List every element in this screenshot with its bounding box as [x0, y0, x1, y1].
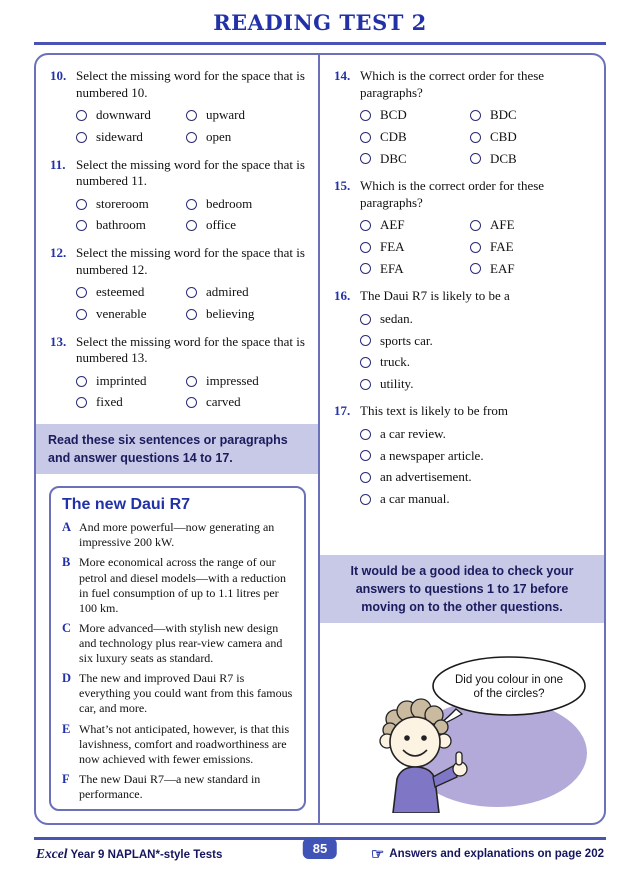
answer-option[interactable] — [360, 469, 596, 486]
instruction-banner: Read these six sentences or paragraphs and answer questions 14 to 17. — [36, 424, 318, 474]
option-label: CDB — [380, 128, 407, 144]
answers-note-text: Answers and explanations on page 202 — [389, 848, 604, 860]
passage-box — [49, 486, 306, 811]
question-text: Select the missing word for the space that is numbered 13. — [76, 333, 305, 366]
question-head — [50, 245, 310, 278]
page-number-badge: 85 — [303, 838, 337, 859]
question-number: 11. — [50, 156, 66, 172]
paragraph-text: What’s not anticipated, however, is that this lavishness, comfort and roadworthiness are now achieved with fewer emissions. — [79, 721, 290, 766]
right-column — [320, 55, 604, 823]
question-number: 12. — [50, 245, 67, 260]
answer-option[interactable] — [76, 394, 182, 411]
question-text: The Daui R7 is likely to be a — [360, 288, 510, 304]
options-grid — [360, 217, 596, 277]
radio-circle-icon[interactable] — [360, 450, 371, 461]
answer-option[interactable] — [360, 311, 596, 328]
answer-option[interactable] — [76, 196, 182, 213]
option-label: FEA — [380, 239, 405, 254]
option-label: upward — [206, 107, 245, 123]
answer-option[interactable] — [360, 239, 466, 256]
option-label: utility. — [380, 375, 414, 391]
option-label: EFA — [380, 260, 404, 276]
pointing-hand-icon: ☞ — [370, 845, 385, 863]
option-label: imprinted — [96, 372, 147, 388]
footer — [34, 837, 606, 862]
mascot-thumb-up — [456, 752, 462, 765]
radio-circle-icon[interactable] — [470, 263, 481, 274]
option-label: a car manual. — [380, 490, 450, 506]
radio-circle-icon[interactable] — [186, 287, 197, 298]
question-text: Select the missing word for the space that is numbered 10. — [76, 68, 305, 100]
radio-circle-icon[interactable] — [360, 472, 371, 483]
radio-circle-icon[interactable] — [76, 220, 87, 231]
radio-circle-icon[interactable] — [360, 110, 371, 121]
option-label: admired — [206, 284, 249, 300]
test-content-box — [34, 53, 606, 825]
radio-circle-icon[interactable] — [470, 132, 481, 143]
option-label: a newspaper article. — [380, 447, 484, 463]
answer-option[interactable] — [470, 217, 596, 234]
mascot-cartoon-area — [320, 647, 604, 823]
option-label: AFE — [490, 217, 515, 233]
answer-option[interactable] — [360, 261, 466, 278]
radio-circle-icon[interactable] — [76, 199, 87, 210]
answer-option[interactable] — [186, 306, 310, 323]
question-head — [334, 403, 596, 420]
answer-option[interactable] — [360, 426, 596, 443]
option-label: downward — [96, 107, 151, 123]
paragraph-letter: D — [62, 671, 72, 686]
radio-circle-icon[interactable] — [186, 110, 197, 121]
radio-circle-icon[interactable] — [186, 309, 197, 320]
passage-paragraph — [62, 722, 293, 767]
question-text: Select the missing word for the space that is numbered 12. — [76, 245, 305, 277]
option-label: open — [206, 128, 232, 144]
option-label: esteemed — [96, 284, 145, 300]
answer-option[interactable] — [360, 217, 466, 234]
question-text: Select the missing word for the space that is numbered 11. — [76, 156, 305, 189]
options-grid — [360, 107, 596, 167]
option-label: an advertisement. — [380, 469, 472, 485]
answer-option[interactable] — [76, 129, 182, 146]
radio-circle-icon[interactable] — [470, 242, 481, 253]
answer-option[interactable] — [186, 196, 310, 213]
options-grid — [360, 311, 596, 393]
answer-option[interactable] — [76, 284, 182, 301]
check-answers-banner: It would be a good idea to check your answers to questions 1 to 17 before moving on to the other questions. — [320, 555, 604, 623]
page-title: READING TEST 2 — [213, 10, 427, 35]
radio-circle-icon[interactable] — [360, 220, 371, 231]
paragraph-text: More economical across the range of our petrol and diesel models—with a reduction in fuel consumption of up to 1.1 litres per 100 km. — [79, 555, 286, 615]
speech-bubble — [433, 657, 585, 715]
passage-paragraph — [62, 621, 293, 666]
question — [50, 334, 310, 412]
question-text: This text is likely to be from — [360, 403, 509, 419]
answer-option[interactable] — [360, 129, 466, 146]
radio-circle-icon[interactable] — [360, 263, 371, 274]
question-number: 17. — [334, 403, 351, 419]
question — [334, 68, 596, 167]
option-label: believing — [206, 305, 255, 321]
answer-option[interactable] — [186, 217, 310, 234]
answer-option[interactable] — [360, 448, 596, 465]
options-grid — [76, 284, 310, 322]
answer-option[interactable] — [360, 376, 596, 393]
paragraph-letter: E — [62, 721, 71, 736]
option-label: bathroom — [96, 217, 146, 233]
footer-brand-line — [36, 846, 222, 862]
question-head — [50, 68, 310, 101]
answer-option[interactable] — [470, 151, 596, 168]
answer-option[interactable] — [76, 373, 182, 390]
radio-circle-icon[interactable] — [186, 220, 197, 231]
passage-paragraph — [62, 671, 293, 716]
radio-circle-icon[interactable] — [470, 220, 481, 231]
answer-option[interactable] — [360, 151, 466, 168]
radio-circle-icon[interactable] — [76, 309, 87, 320]
passage-paragraph-list — [62, 520, 293, 802]
radio-circle-icon[interactable] — [76, 376, 87, 387]
option-label: office — [206, 217, 237, 233]
option-label: AEF — [380, 217, 405, 233]
radio-circle-icon[interactable] — [360, 242, 371, 253]
question — [50, 68, 310, 146]
options-grid — [76, 373, 310, 411]
question — [334, 288, 596, 392]
option-label: a car review. — [380, 426, 446, 441]
answer-option[interactable] — [470, 239, 596, 256]
option-label: truck. — [380, 354, 410, 370]
question-number: 15. — [334, 178, 351, 194]
radio-circle-icon[interactable] — [186, 376, 197, 387]
option-label: venerable — [96, 305, 147, 321]
radio-circle-icon[interactable] — [360, 429, 371, 440]
speech-text-line1: Did you colour in one — [454, 674, 564, 686]
question — [50, 245, 310, 323]
option-label: storeroom — [96, 195, 149, 211]
radio-circle-icon[interactable] — [186, 397, 197, 408]
options-grid — [76, 107, 310, 145]
passage-paragraph — [62, 520, 293, 550]
option-label: sedan. — [380, 310, 413, 326]
answer-option[interactable] — [186, 373, 310, 390]
answer-option[interactable] — [360, 107, 466, 124]
passage-title: The new Daui R7 — [62, 496, 191, 514]
question — [334, 178, 596, 277]
option-label: CBD — [490, 128, 517, 144]
right-question-list — [320, 55, 604, 519]
left-column — [36, 55, 320, 823]
passage-paragraph — [62, 772, 293, 802]
option-label: DCB — [490, 150, 517, 166]
answer-option[interactable] — [360, 354, 596, 371]
question-head — [50, 157, 310, 190]
option-label: fixed — [96, 394, 123, 410]
radio-circle-icon[interactable] — [76, 397, 87, 408]
paragraph-text: And more powerful—now generating an impressive 200 kW. — [79, 520, 275, 550]
option-label: bedroom — [206, 195, 253, 211]
option-label: DBC — [380, 150, 407, 166]
left-question-list — [36, 55, 318, 422]
answer-option[interactable] — [470, 107, 596, 124]
footer-brand: Excel — [36, 846, 68, 861]
question-head — [334, 288, 596, 305]
radio-circle-icon[interactable] — [76, 110, 87, 121]
mascot-face — [390, 717, 440, 767]
question-head — [334, 178, 596, 211]
speech-text-line2: of the circles? — [473, 688, 545, 700]
option-label: BDC — [490, 107, 517, 123]
answer-option[interactable] — [76, 107, 182, 124]
option-label: EAF — [490, 260, 515, 276]
option-label: sideward — [96, 128, 143, 144]
radio-circle-icon[interactable] — [360, 314, 371, 325]
paragraph-letter: C — [62, 620, 72, 635]
radio-circle-icon[interactable] — [470, 110, 481, 121]
paragraph-text: More advanced—with stylish new design and technology plus rear-view camera and six luxury seats as standard. — [79, 620, 283, 666]
header-rule — [34, 42, 606, 45]
radio-circle-icon[interactable] — [76, 287, 87, 298]
option-label: FAE — [490, 239, 514, 254]
answer-option[interactable] — [470, 129, 596, 146]
answer-option[interactable] — [360, 491, 596, 508]
options-grid — [360, 426, 596, 508]
option-label: sports car. — [380, 332, 433, 348]
question-head — [50, 334, 310, 367]
question-text: Which is the correct order for these paragraphs? — [360, 68, 545, 100]
options-grid — [76, 196, 310, 234]
option-label: BCD — [380, 107, 407, 123]
question-number: 10. — [50, 68, 67, 83]
answer-option[interactable] — [186, 129, 310, 146]
question-number: 13. — [50, 333, 67, 349]
option-label: carved — [206, 394, 241, 410]
answer-option[interactable] — [186, 394, 310, 411]
footer-answers-note — [371, 847, 604, 862]
radio-circle-icon[interactable] — [360, 379, 371, 390]
question-number: 16. — [334, 288, 351, 304]
question — [334, 403, 596, 507]
radio-circle-icon[interactable] — [360, 153, 371, 164]
passage-paragraph — [62, 555, 293, 615]
radio-circle-icon[interactable] — [76, 132, 87, 143]
answer-option[interactable] — [360, 333, 596, 350]
radio-circle-icon[interactable] — [360, 132, 371, 143]
mascot-shirt — [393, 767, 439, 813]
question — [50, 157, 310, 235]
answer-option[interactable] — [76, 306, 182, 323]
radio-circle-icon[interactable] — [360, 357, 371, 368]
question-number: 14. — [334, 68, 351, 83]
paragraph-letter: F — [62, 771, 70, 786]
radio-circle-icon[interactable] — [186, 132, 197, 143]
answer-option[interactable] — [470, 261, 596, 278]
answer-option[interactable] — [186, 107, 310, 124]
radio-circle-icon[interactable] — [360, 335, 371, 346]
footer-series: Year 9 NAPLAN*-style Tests — [67, 849, 223, 861]
radio-circle-icon[interactable] — [470, 153, 481, 164]
answer-option[interactable] — [76, 217, 182, 234]
mascot-cartoon — [359, 653, 594, 813]
option-label: impressed — [206, 372, 259, 388]
question-text: Which is the correct order for these paragraphs? — [360, 178, 545, 210]
paragraph-text: The new Daui R7—a new standard in performance. — [79, 771, 261, 801]
paragraph-text: The new and improved Daui R7 is everything you could want from this famous car, and more. — [79, 671, 293, 716]
question-head — [334, 68, 596, 101]
paragraph-letter: B — [62, 555, 71, 570]
radio-circle-icon[interactable] — [360, 494, 371, 505]
paragraph-letter: A — [62, 520, 72, 535]
answer-option[interactable] — [186, 284, 310, 301]
radio-circle-icon[interactable] — [186, 199, 197, 210]
